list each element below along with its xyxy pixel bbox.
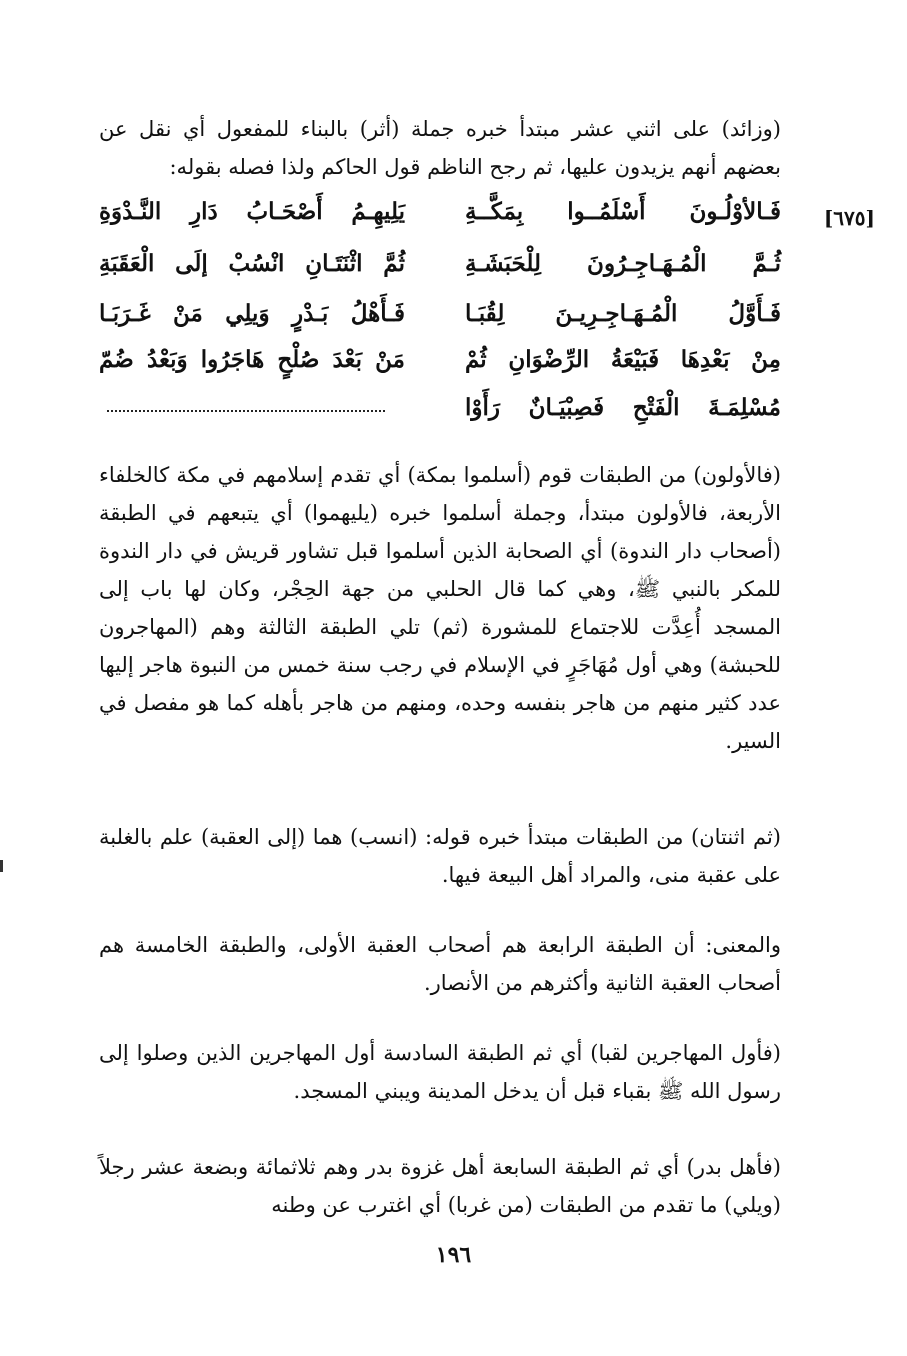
commentary-paragraph-1: (فالأولون) من الطبقات قوم (أسلموا بمكة) أي تقدم إسلامهم في مكة كالخلفاء الأربعة، فالأولون مبتدأ، وجملة أسلموا خبره (يليهموا) أي يتبعهم في الطبقة (أصحاب دار الندوة) أي الصحابة الذين أسلموا قبل تشاور قريش في دار الندوة للمكر بالنبي ﷺ، وهي كما قال الحلبي من جهة الحِجْر، وكان لها باب إلى المسجد أُعِدَّت للاجتماع للمشورة (ثم) تلي الطبقة الثالثة وهم (المهاجرون للحبشة) وهي أول مُهَاجَرٍ في الإسلام في رجب سنة خمس من النبوة هاجر إليها عدد كثير منهم من هاجر بنفسه وحده، ومنهم من هاجر بأهله كما هو مفصل في السير. — [99, 463, 781, 753]
verse-line-1-first: فَـالأوْلُـونَ أَسْلَمُــوا بِمَكَّــةِ — [465, 198, 781, 225]
verse-line-2-first: ثُـمَّ الْمُـهَـاجِـرُونَ لِلْحَبَشَـةِ — [465, 250, 781, 277]
verse-line-4-first: مِنْ بَعْدِهَا فَبَيْعَةُ الرِّضْوَانِ ثُمْ — [465, 346, 781, 373]
page-number: ١٩٦ — [435, 1242, 472, 1268]
verse-line-4-second: مَنْ بَعْدَ صُلْحٍ هَاجَرُوا وَبَعْدُ ضُمّ — [99, 346, 405, 373]
commentary-paragraph-4: (فأول المهاجرين لقبا) أي ثم الطبقة السادسة أول المهاجرين الذين وصلوا إلى رسول الله ﷺ بقباء قبل أن يدخل المدينة ويبني المسجد. — [99, 1041, 781, 1103]
commentary-paragraph-3: والمعنى: أن الطبقة الرابعة هم أصحاب العقبة الأولى، والطبقة الخامسة هم أصحاب العقبة الثانية وأكثرهم من الأنصار. — [99, 933, 781, 995]
verse-line-5-first: مُسْلِمَـةَ الْفَتْحِ فَصِبْيَـانٌ رَأَوْا — [465, 394, 781, 421]
verse-line-3-second: فَـأَهْلُ بَـدْرٍ وَيلِي مَنْ غَـرَبَـا — [99, 300, 405, 327]
intro-paragraph: (وزائد) على اثني عشر مبتدأ خبره جملة (أثر) بالبناء للمفعول أي نقل عن بعضهم أنهم يزيدون عليها، ثم رجح الناظم قول الحاكم ولذا فصله بقوله: — [99, 117, 781, 179]
verse-line-1-second: يَلِيهِـمُ أَصْحَـابُ دَارِ النَّـدْوَةِ — [99, 198, 405, 225]
verse-line-3-first: فَـأَوَّلُ الْمُـهَـاجِـرِيـنَ لِقُبَـا — [465, 300, 781, 327]
verse-line-2-second: ثُمَّ اثْنَتَـانِ انْسُبْ إلَى الْعَقَبَةِ — [99, 250, 405, 277]
commentary-paragraph-2: (ثم اثنتان) من الطبقات مبتدأ خبره قوله: (انسب) هما (إلى العقبة) علم بالغلبة على عقبة منى، والمراد أهل البيعة فيها. — [99, 825, 781, 887]
verse-line-5-dotted-placeholder — [107, 402, 385, 412]
commentary-paragraph-5: (فأهل بدر) أي ثم الطبقة السابعة أهل غزوة بدر وهم ثلاثمائة وبضعة عشر رجلاً (ويلي) ما تقدم من الطبقات (من غربا) أي اغترب عن وطنه — [99, 1155, 781, 1217]
scan-edge-mark — [0, 860, 3, 872]
verse-number: [٦٧٥] — [823, 206, 875, 230]
